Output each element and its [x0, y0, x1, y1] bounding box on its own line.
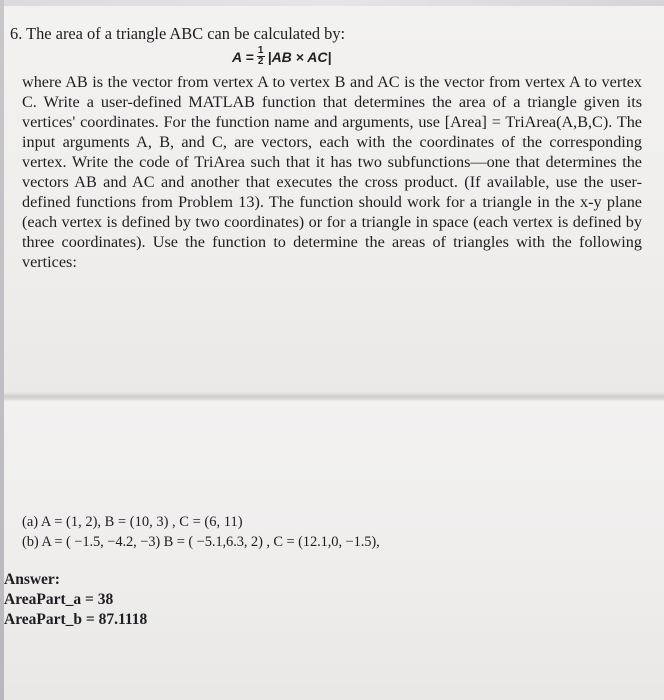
vertex-list [22, 512, 642, 552]
area-formula [232, 46, 331, 67]
answer-label: Answer: [4, 571, 60, 588]
screen-top-edge [0, 0, 664, 6]
problem-heading [10, 24, 650, 44]
formula-rhs: |AB × AC| [267, 48, 332, 65]
answer-block [4, 570, 404, 630]
problem-body: where AB is the vector from vertex A to vertex B and AC is the vector from vertex A to vertex C. Write a user-defined MATLAB function that determines the area of a triangle given its vertices' coordinates. For the function name and arguments, use [Area] = TriArea(A,B,C). The input arguments A, B, and C, are vectors, each with the coordinates of the corresponding vertex. Write the code of TriArea such that it has two subfunctions—one that determines the vectors AB and AC and another that executes the cross product. (If available, use the user-defined functions from Problem 13). The function should work for a triangle in the x-y plane (each vertex is defined by two coordinates) or for a triangle in space (each vertex is defined by three coordinates). Use the function to determine the areas of triangles with the following vertices: [22, 73, 642, 271]
fraction-numerator: 1 [257, 45, 264, 56]
formula-lhs: A = [232, 48, 254, 65]
answer-part-b: AreaPart_b = 87.1118 [4, 611, 148, 628]
vertex-set-a: (a) A = (1, 2), B = (10, 3) , C = (6, 11) [22, 514, 243, 530]
problem-intro: 6. The area of a triangle ABC can be calculated by: [10, 24, 346, 43]
fraction-denominator: 2 [257, 56, 264, 67]
formula-fraction [257, 46, 265, 67]
fold-divider [0, 392, 664, 402]
vertex-set-b: (b) A = ( −1.5, −4.2, −3) B = ( −5.1,6.3, 2) , C = (12.1,0, −1.5), [22, 534, 380, 550]
answer-part-a: AreaPart_a = 38 [4, 591, 114, 608]
